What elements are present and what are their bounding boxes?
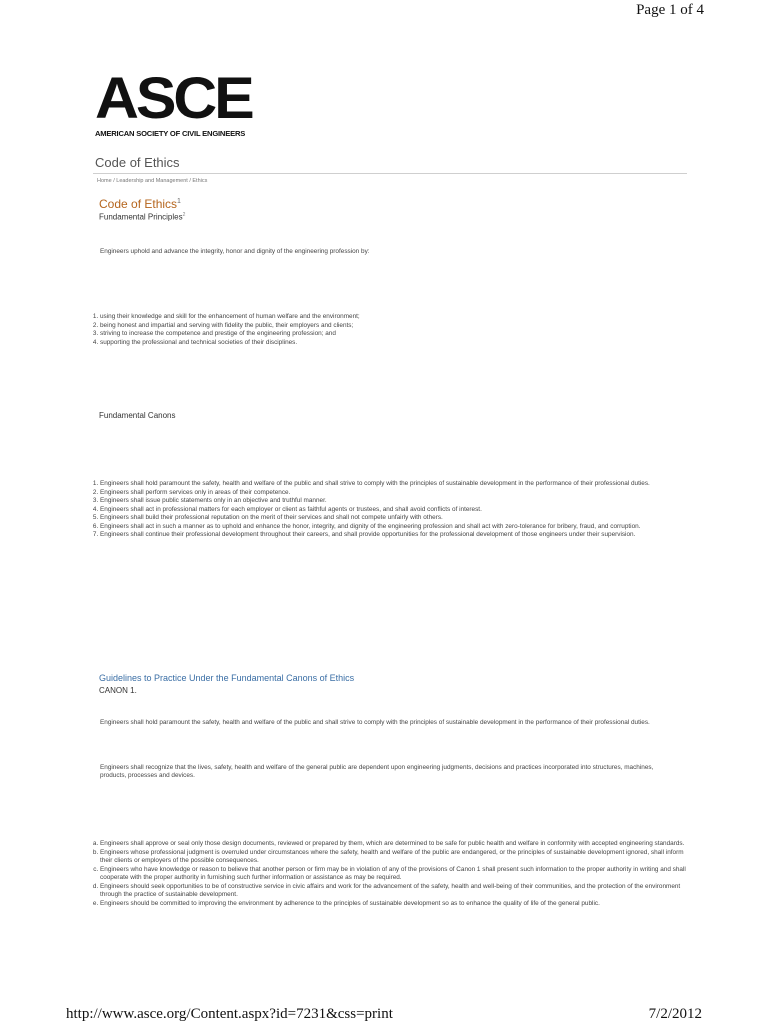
logo-subtitle: AMERICAN SOCIETY OF CIVIL ENGINEERS	[95, 129, 246, 138]
list-item: 5. Engineers shall build their professional reputation on the merit of their services and shall not compete unfairly with others.	[100, 514, 688, 523]
document-title	[99, 197, 181, 211]
footnote-marker: 2	[182, 212, 186, 218]
list-item: e. Engineers should be committed to improving the environment by adherence to the principles of sustainable development so as to enhance the quality of life of the general public.	[100, 900, 688, 909]
list-item: 1. Engineers shall hold paramount the safety, health and welfare of the public and shall strive to comply with the principles of sustainable development in the performance of their professional duties.	[100, 480, 688, 489]
canon-label: CANON 1.	[99, 686, 137, 695]
footnote-marker: 1	[177, 198, 181, 205]
list-item: 3. striving to increase the competence and prestige of the engineering profession; and	[100, 330, 688, 339]
canon-paragraph: Engineers shall hold paramount the safety, health and welfare of the public and shall strive to comply with the principles of sustainable development in the performance of their professional duties.	[100, 719, 650, 726]
list-item: a. Engineers shall approve or seal only those design documents, reviewed or prepared by them, which are determined to be safe for public health and welfare in conformity with accepted engineering standards.	[100, 840, 688, 849]
footer-date: 7/2/2012	[648, 1006, 702, 1022]
page-number: Page 1 of 4	[636, 2, 704, 18]
list-item: 4. Engineers shall act in professional matters for each employer or client as faithful agents or trustees, and shall avoid conflicts of interest.	[100, 506, 688, 515]
list-item: 7. Engineers shall continue their professional development throughout their careers, and shall provide opportunities for the professional development of those engineers under their supervision.	[100, 531, 688, 540]
list-item: c. Engineers who have knowledge or reason to believe that another person or firm may be in violation of any of the provisions of Canon 1 shall present such information to the proper authority in writing and shall cooperate with the proper authority in furnishing such further information or assistance as may be required.	[100, 866, 688, 883]
list-item: 3. Engineers shall issue public statements only in an objective and truthful manner.	[100, 497, 688, 506]
breadcrumb: Home / Leadership and Management / Ethics	[97, 178, 208, 184]
list-item: b. Engineers whose professional judgment is overruled under circumstances where the safety, health and welfare of the public are endangered, or the principles of sustainable development ignored, shall inform their clients or employers of the possible consequences.	[100, 849, 688, 866]
guidelines-list	[88, 840, 688, 908]
guidelines-heading: Guidelines to Practice Under the Fundamental Canons of Ethics	[99, 673, 355, 683]
list-item: d. Engineers should seek opportunities to be of constructive service in civic affairs and work for the advancement of the safety, health and well-being of their communities, and the protection of the environment through the practice of sustainable development.	[100, 883, 688, 900]
document-title-text: Code of Ethics	[99, 197, 178, 211]
header-divider	[93, 173, 687, 174]
footer-url: http://www.asce.org/Content.aspx?id=7231&css=print	[66, 1006, 393, 1022]
canon-paragraph: Engineers shall recognize that the lives, safety, health and welfare of the general public are dependent upon engineering judgments, decisions and practices incorporated into structures, machines, products, processes and devices.	[100, 764, 654, 779]
fundamental-canons-heading: Fundamental Canons	[99, 411, 176, 420]
header-title: Code of Ethics	[95, 155, 180, 170]
asce-logo	[95, 66, 255, 140]
list-item: 4. supporting the professional and technical societies of their disciplines.	[100, 339, 688, 348]
list-item: 2. being honest and impartial and serving with fidelity the public, their employers and clients;	[100, 322, 688, 331]
list-item: 6. Engineers shall act in such a manner as to uphold and enhance the honor, integrity, and dignity of the engineering profession and shall act with zero-tolerance for bribery, fraud, and corruption.	[100, 523, 688, 532]
list-item: 2. Engineers shall perform services only in areas of their competence.	[100, 489, 688, 498]
principles-intro: Engineers uphold and advance the integrity, honor and dignity of the engineering profession by:	[100, 248, 370, 255]
canons-list	[88, 480, 688, 540]
principles-list	[88, 313, 688, 347]
fundamental-principles-heading-text: Fundamental Principles	[99, 212, 183, 222]
logo-wordmark: ASCE	[95, 66, 252, 131]
fundamental-principles-heading	[99, 212, 185, 222]
list-item: 1. using their knowledge and skill for the enhancement of human welfare and the environment;	[100, 313, 688, 322]
